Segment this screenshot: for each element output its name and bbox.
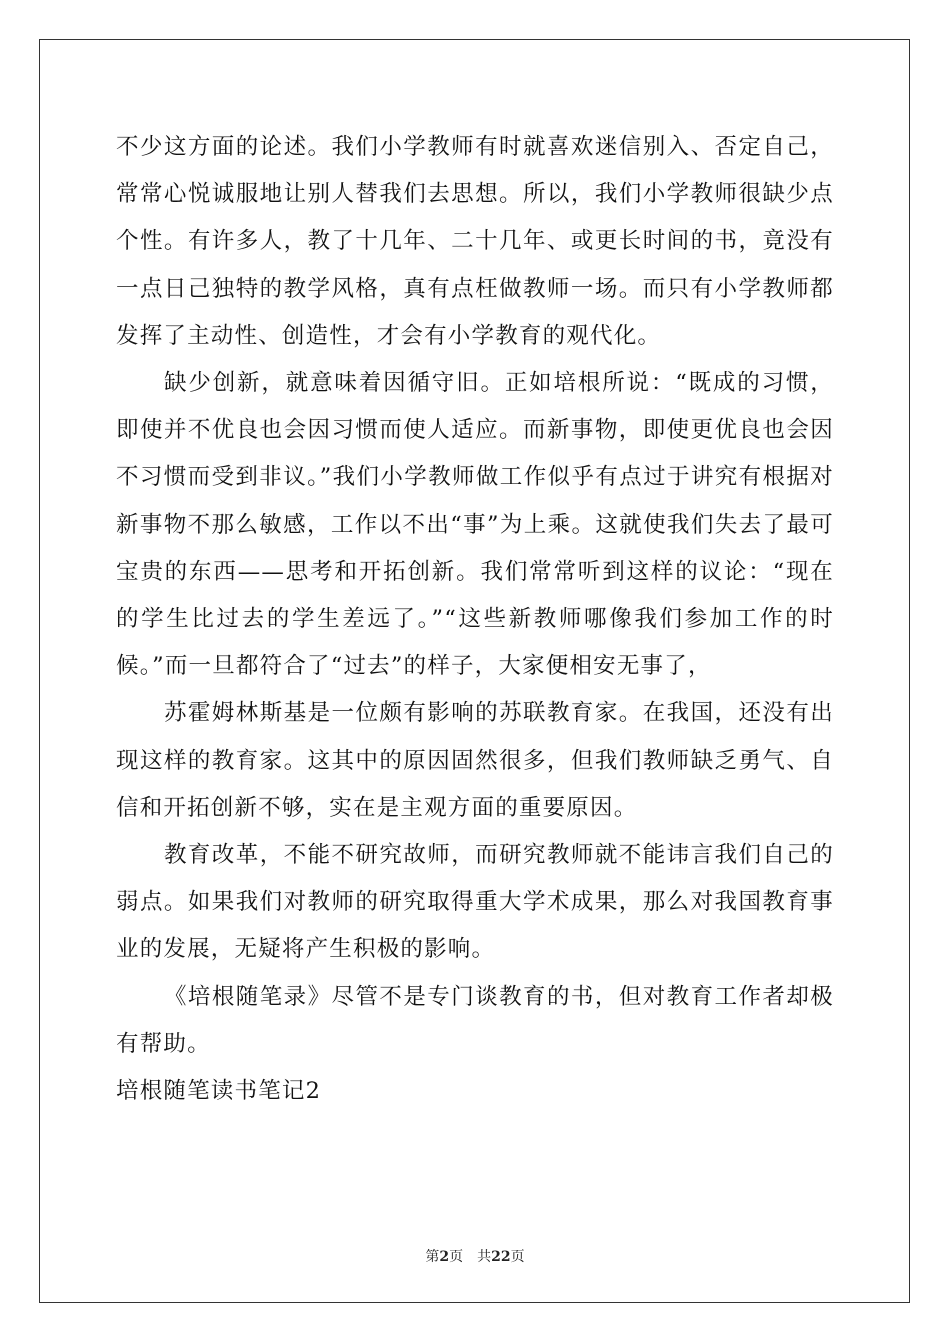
total-prefix: 共 — [477, 1249, 492, 1265]
page-number: 2 — [439, 1249, 450, 1265]
paragraph-4: 教育改革，不能不研究故师，而研究教师就不能讳言我们自己的弱点。如果我们对教师的研究取得重大学术成果，那么对我国教育事业的发展，无疑将产生积极的影响。 — [116, 842, 834, 963]
total-suffix: 页 — [510, 1249, 525, 1265]
page-footer — [0, 1246, 950, 1266]
page-suffix: 页 — [449, 1249, 464, 1265]
paragraph-3: 苏霍姆林斯基是一位颇有影响的苏联教育家。在我国，还没有出现这样的教育家。这其中的原因固然很多，但我们教师缺乏勇气、自信和开拓创新不够，实在是主观方面的重要原因。 — [116, 700, 834, 821]
paragraph-2: 缺少创新，就意味着因循守旧。正如培根所说：“既成的习惯，即使并不优良也会因习惯而使人适应。而新事物，即使更优良也会因不习惯而受到非议。”我们小学教师做工作似乎有点过于讲究有根据对新事物不那么敏感，工作以不出“事”为上乘。这就使我们失去了最可宝贵的东西——思考和开拓创新。我们常常听到这样的议论：“现在的学生比过去的学生差远了。”“这些新教师哪像我们参加工作的时候。”而一旦都符合了“过去”的样子，大家便相安无事了， — [116, 370, 834, 680]
page-prefix: 第 — [425, 1249, 440, 1265]
document-body — [116, 124, 834, 1115]
paragraph-5: 《培根随笔录》尽管不是专门谈教育的书，但对教育工作者却极有帮助。 — [116, 983, 834, 1057]
section-heading: 培根随笔读书笔记2 — [116, 1078, 322, 1105]
total-pages: 22 — [491, 1249, 511, 1265]
paragraph-1: 不少这方面的论述。我们小学教师有时就喜欢迷信别入、否定自己，常常心悦诚服地让别人替我们去思想。所以，我们小学教师很缺少点个性。有许多人，教了十几年、二十几年、或更长时间的书，竟没有一点日己独特的教学风格，真有点枉做教师一场。而只有小学教师都发挥了主动性、创造性，才会有小学教育的观代化。 — [116, 134, 834, 349]
